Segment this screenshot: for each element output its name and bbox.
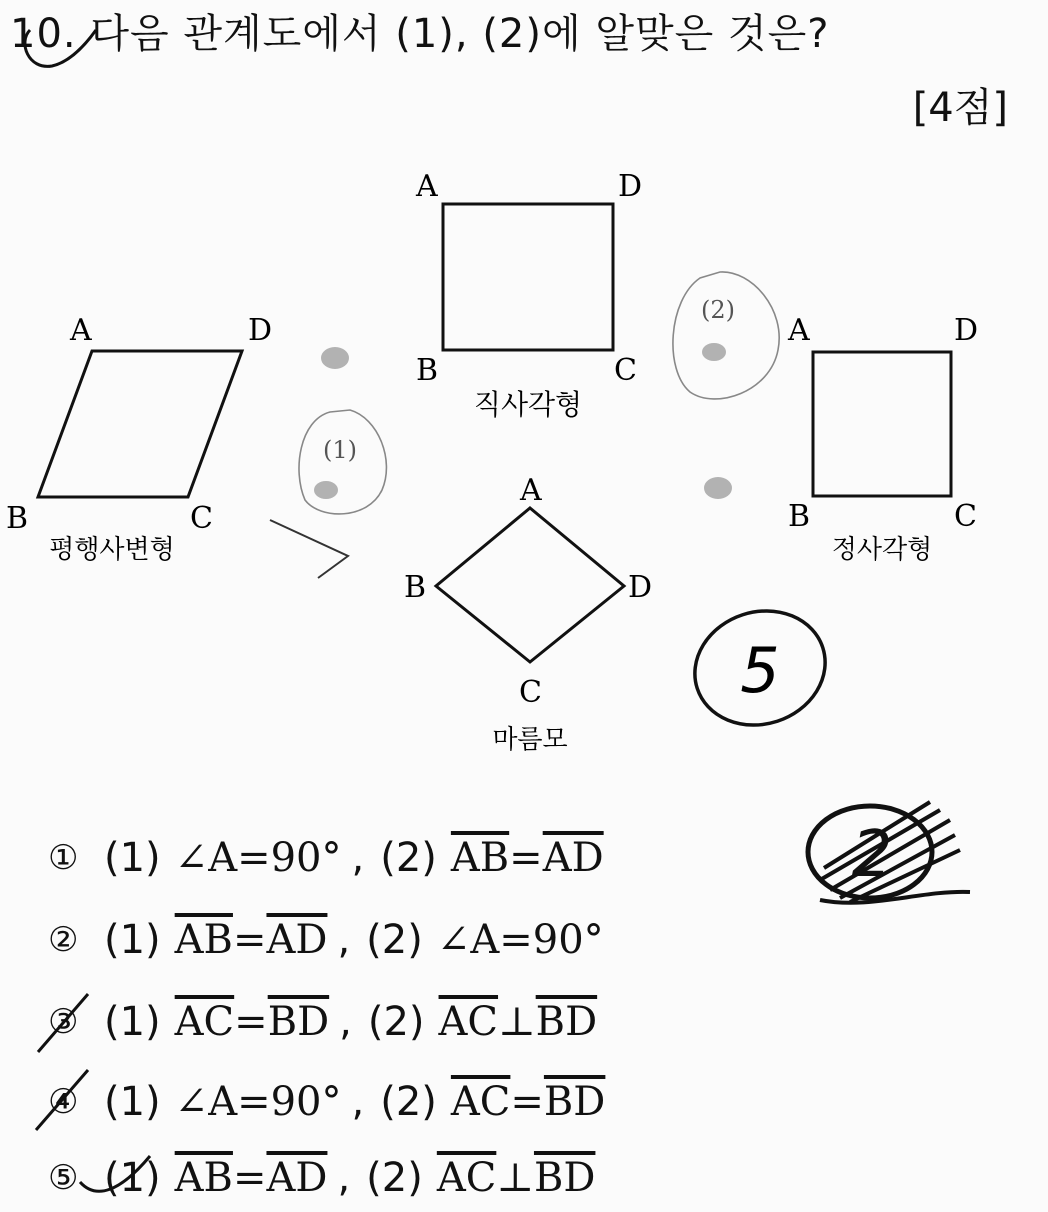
choice-part-2: (2)	[380, 1079, 437, 1125]
condition-1-label: (1)	[323, 436, 357, 464]
choice-part-2: (2)	[366, 917, 423, 963]
choice-part-2: (2)	[366, 1155, 423, 1201]
choice-part-1: (1)	[104, 1079, 161, 1125]
rectangle-vertex-d: D	[618, 169, 643, 204]
condition-2-label: (2)	[701, 296, 735, 324]
parallelogram-label: 평행사변형	[49, 535, 175, 565]
choice-5-checkmark	[80, 1156, 150, 1191]
parallelogram-vertex-a: A	[70, 313, 92, 348]
rhombus-shape	[436, 508, 624, 662]
rhombus-vertex-c: C	[519, 675, 542, 710]
choice-number: ①	[48, 838, 79, 878]
choice-condition-1: $\overline{AB}=\overline{AD}$	[174, 1155, 328, 1201]
scribbled-answer-mark	[780, 780, 980, 940]
choice-number: ③	[48, 1002, 79, 1042]
choice-5[interactable]: ⑤ (1) $\overline{AB}=\overline{AD}$ , (2) $\overline{AC}\perp\overline{BD}$	[48, 1155, 596, 1201]
choice-3-slash	[38, 994, 88, 1052]
square-vertex-d: D	[954, 313, 979, 348]
question-number-check	[25, 30, 96, 66]
square-shape	[813, 352, 951, 496]
choice-condition-1: $\overline{AB}=\overline{AD}$	[174, 917, 328, 963]
choice-number: ④	[48, 1082, 79, 1122]
rhombus-vertex-a: A	[520, 473, 542, 508]
choice-part-1: (1)	[104, 835, 161, 881]
choice-part-2: (2)	[367, 999, 425, 1045]
choice-part-1: (1)	[104, 917, 161, 963]
choice-condition-1: ∠A=90°	[174, 1079, 342, 1125]
rhombus-label: 마름모	[492, 725, 568, 755]
choice-condition-2: ∠A=90°	[436, 917, 604, 963]
choice-number: ②	[48, 920, 79, 960]
rectangle-vertex-b: B	[416, 353, 439, 388]
choice-1[interactable]: ① (1) ∠A=90° , (2) $\overline{AB}=\overline{AD}$	[48, 835, 604, 881]
parallelogram-vertex-c: C	[190, 501, 213, 536]
rhombus-vertex-d: D	[628, 570, 653, 605]
choice-2[interactable]: ② (1) $\overline{AB}=\overline{AD}$ , (2) ∠A=90°	[48, 917, 604, 963]
scribbled-answer-digit: 2	[851, 818, 893, 892]
choice-condition-2: $\overline{AB}=\overline{AD}$	[450, 835, 604, 881]
parallelogram-shape	[38, 351, 242, 497]
choice-4-slash	[36, 1070, 88, 1130]
parallelogram-vertex-b: B	[6, 501, 29, 536]
points-badge: [4점]	[912, 85, 1008, 131]
choice-condition-2: $\overline{AC}\perp\overline{BD}$	[438, 999, 598, 1045]
choice-4[interactable]: ④ (1) ∠A=90° , (2) $\overline{AC}=\overline{BD}$	[48, 1079, 606, 1125]
choice-check-marks	[0, 960, 220, 1212]
square-vertex-a: A	[788, 313, 810, 348]
choice-part-1: (1)	[104, 999, 161, 1045]
condition-2-loop	[673, 272, 779, 399]
rectangle-vertex-c: C	[614, 353, 637, 388]
choice-condition-2: $\overline{AC}=\overline{BD}$	[450, 1079, 606, 1125]
rectangle-vertex-a: A	[416, 169, 438, 204]
choice-condition-2: $\overline{AC}\perp\overline{BD}$	[436, 1155, 596, 1201]
square-vertex-c: C	[954, 499, 977, 534]
choice-part-2: (2)	[380, 835, 437, 881]
choice-condition-1: ∠A=90°	[174, 835, 342, 881]
square-vertex-b: B	[788, 499, 811, 534]
choice-condition-1: $\overline{AC}=\overline{BD}$	[174, 999, 330, 1045]
question-text: 10. 다음 관계도에서 (1), (2)에 알맞은 것은?	[10, 11, 830, 57]
rectangle-label: 직사각형	[473, 388, 583, 421]
handwritten-score: 5	[740, 634, 780, 707]
choice-3[interactable]: ③ (1) $\overline{AC}=\overline{BD}$ , (2) $\overline{AC}\perp\overline{BD}$	[48, 999, 598, 1045]
choice-part-1: (1)	[104, 1155, 161, 1201]
parallelogram-vertex-d: D	[248, 313, 273, 348]
square-label: 정사각형	[831, 535, 933, 565]
choice-number: ⑤	[48, 1158, 79, 1198]
handwritten-arrow-mark	[270, 520, 348, 578]
rhombus-vertex-b: B	[404, 570, 427, 605]
rectangle-shape	[443, 204, 613, 350]
